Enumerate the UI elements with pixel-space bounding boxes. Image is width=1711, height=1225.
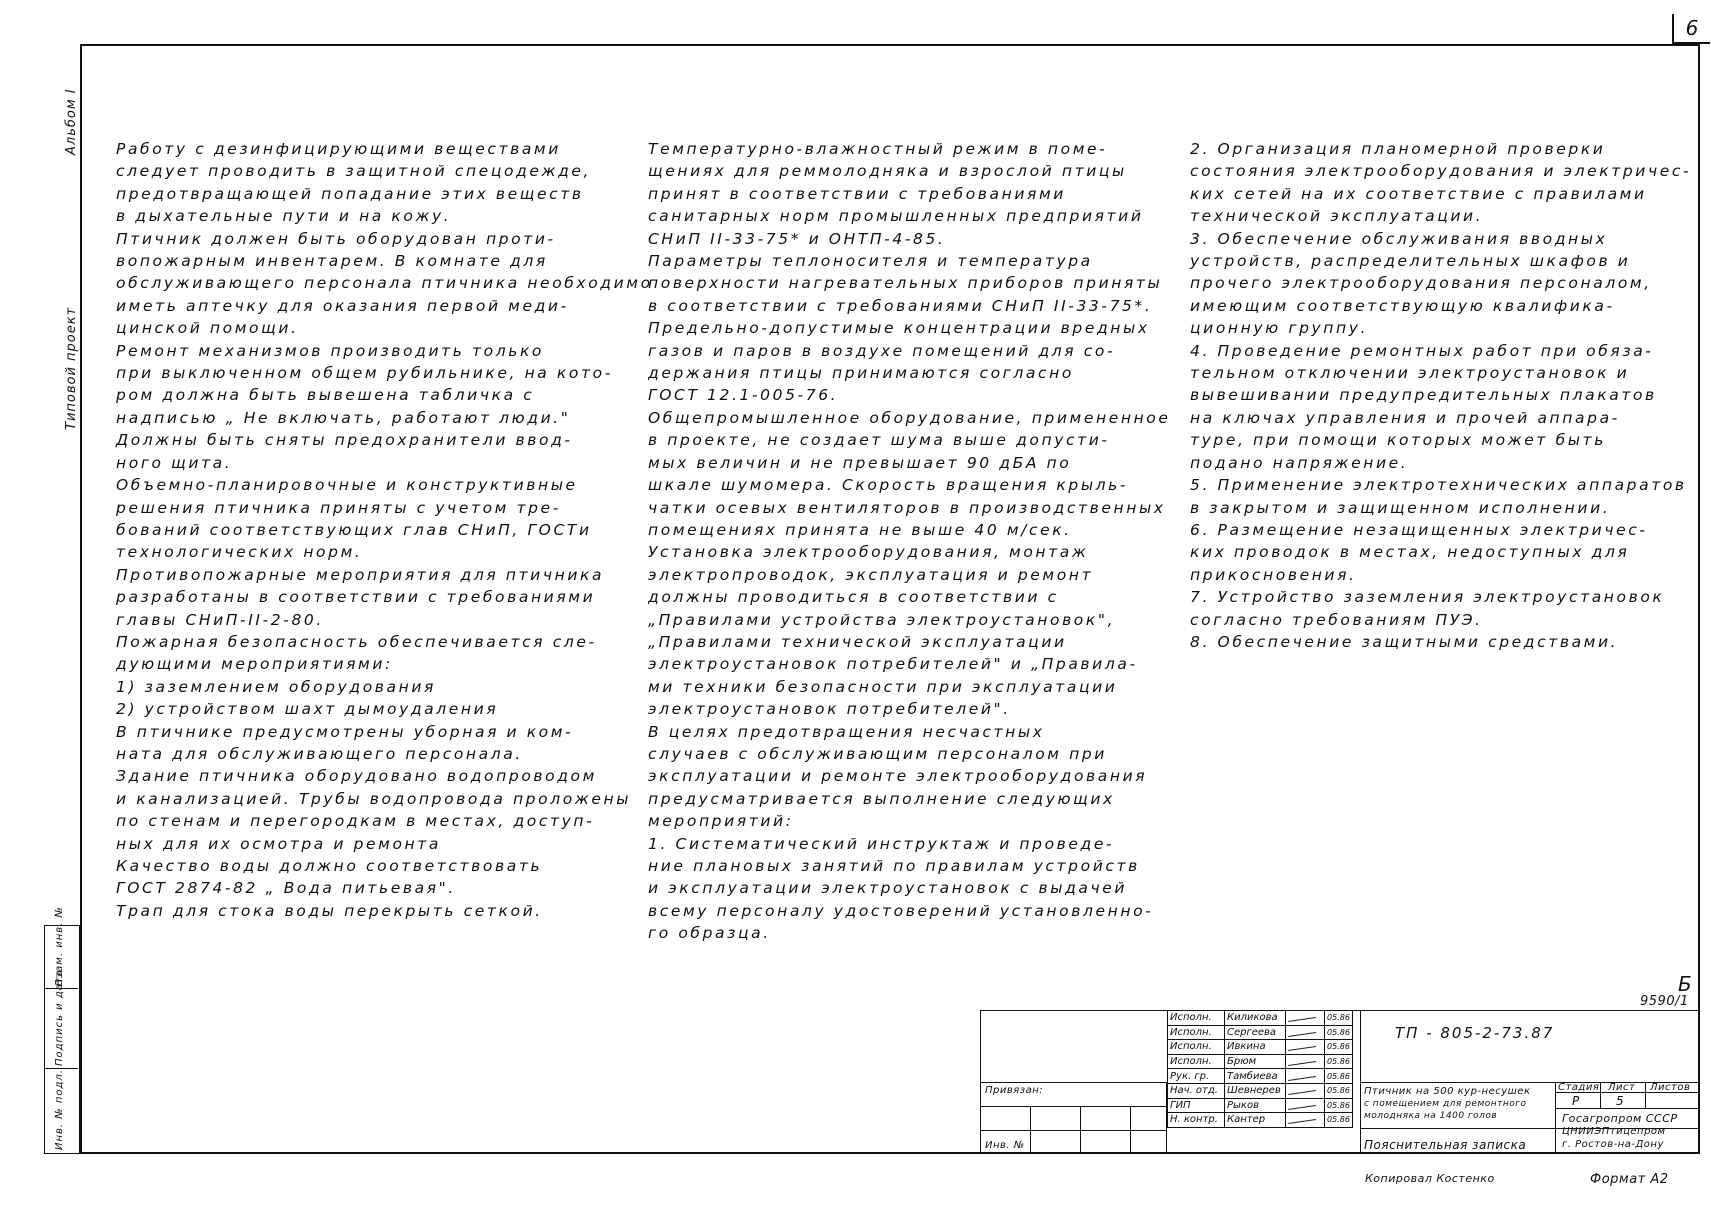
text-line: вывешивании предупредительных плакатов bbox=[1190, 386, 1657, 405]
text-line: подано напряжение. bbox=[1190, 453, 1409, 472]
text-line: имеющим соответствующую квалифика- bbox=[1190, 296, 1615, 315]
text-column-1 bbox=[116, 138, 653, 922]
object-name-3: молодняка на 1400 голов bbox=[1364, 1111, 1498, 1121]
text-line: санитарных норм промышленных предприятий bbox=[648, 207, 1144, 226]
text-line: по стенам и перегородкам в местах, доступ- bbox=[116, 812, 595, 831]
text-line: случаев с обслуживающим персоналом при bbox=[648, 744, 1107, 763]
copied-by: Копировал Костенко bbox=[1365, 1172, 1495, 1185]
text-line: Противопожарные мероприятия для птичника bbox=[116, 565, 605, 584]
doc-code: ТП - 805-2-73.87 bbox=[1395, 1024, 1555, 1042]
sheets-label: Листов bbox=[1650, 1082, 1691, 1093]
signer-signature bbox=[1286, 1069, 1325, 1084]
signer-date: 05.86 bbox=[1325, 1025, 1353, 1040]
text-line: Предельно-допустимые концентрации вредных bbox=[648, 319, 1150, 338]
text-line: состояния электрооборудования и электричес- bbox=[1190, 162, 1692, 181]
text-line: ционную группу. bbox=[1190, 319, 1369, 338]
text-line: технической эксплуатации. bbox=[1190, 207, 1484, 226]
signer-date: 05.86 bbox=[1325, 1040, 1353, 1055]
signer-name: Кантер bbox=[1225, 1113, 1286, 1128]
text-line: электроустановок потребителей" и „Правила- bbox=[648, 655, 1138, 674]
object-name-1: Птичник на 500 кур-несушек bbox=[1364, 1086, 1531, 1097]
text-line: бований соответствующих глав СНиП, ГОСТи bbox=[116, 520, 592, 539]
text-line: СНиП II-33-75* и ОНТП-4-85. bbox=[648, 229, 946, 248]
text-line: устройств, распределительных шкафов и bbox=[1190, 252, 1631, 271]
text-line: „Правилами технической эксплуатации bbox=[648, 632, 1067, 651]
signer-signature bbox=[1286, 1083, 1325, 1098]
signer-name: Киликова bbox=[1225, 1011, 1286, 1026]
signer-date: 05.86 bbox=[1325, 1098, 1353, 1113]
project-type-label: Типовой проект bbox=[64, 306, 79, 430]
text-line: Трап для стока воды перекрыть сеткой. bbox=[116, 901, 543, 920]
text-line: технологических норм. bbox=[116, 543, 363, 562]
text-line: чатки осевых вентиляторов в производственных bbox=[648, 498, 1166, 517]
text-line: шкале шумомера. Скорость вращения крыль- bbox=[648, 476, 1129, 495]
text-line: в проекте, не создает шума выше допусти- bbox=[648, 431, 1110, 450]
text-line: ГОСТ 12.1-005-76. bbox=[648, 386, 839, 405]
text-line: всему персоналу удостоверений установленно- bbox=[648, 901, 1154, 920]
signer-role: Нач. отд. bbox=[1168, 1083, 1225, 1098]
text-line: мых величин и не превышает 90 дБА по bbox=[648, 453, 1072, 472]
stage-value: Р bbox=[1572, 1094, 1580, 1108]
text-line: 4. Проведение ремонтных работ при обяза- bbox=[1190, 341, 1654, 360]
sheet-code: 9590/1 bbox=[1640, 994, 1689, 1009]
text-line: тельном отключении электроустановок и bbox=[1190, 364, 1630, 383]
text-line: „Правилами устройства электроустановок", bbox=[648, 610, 1116, 629]
signer-date: 05.86 bbox=[1325, 1054, 1353, 1069]
text-line: на ключах управления и прочей аппара- bbox=[1190, 408, 1620, 427]
org-2: ЦНИИЭПтицепром bbox=[1562, 1126, 1666, 1137]
text-line: и эксплуатации электроустановок с выдачей bbox=[648, 879, 1128, 898]
signer-role: Исполн. bbox=[1168, 1054, 1225, 1069]
signer-date: 05.86 bbox=[1325, 1011, 1353, 1026]
signer-name: Тамбиева bbox=[1225, 1069, 1286, 1084]
text-line: дующими мероприятиями: bbox=[116, 655, 393, 674]
signer-name: Шевнерев bbox=[1225, 1083, 1286, 1098]
text-line: принят в соответствии с требованиями bbox=[648, 184, 1066, 203]
format-label: Формат А2 bbox=[1590, 1172, 1669, 1187]
text-line: Качество воды должно соответствовать bbox=[116, 857, 543, 875]
signer-name: Ивкина bbox=[1225, 1040, 1286, 1055]
text-line: иметь аптечку для оказания первой меди- bbox=[116, 296, 569, 315]
signer-date: 05.86 bbox=[1325, 1083, 1353, 1098]
signer-row bbox=[1168, 1025, 1353, 1040]
text-line: ром должна быть вывешена табличка с bbox=[116, 386, 535, 405]
text-line: при выключенном общем рубильнике, на кото- bbox=[116, 364, 613, 383]
text-line: Пожарная безопасность обеспечивается сле- bbox=[116, 632, 597, 651]
text-line: следует проводить в защитной спецодежде, bbox=[116, 162, 592, 181]
signer-role: Исполн. bbox=[1168, 1025, 1225, 1040]
text-line: держания птицы принимаются согласно bbox=[648, 364, 1074, 383]
text-line: 6. Размещение незащищенных электричес- bbox=[1190, 520, 1648, 539]
signer-role: Н. контр. bbox=[1168, 1113, 1225, 1128]
signer-date: 05.86 bbox=[1325, 1113, 1353, 1128]
text-line: газов и паров в воздухе помещений для со- bbox=[648, 341, 1116, 360]
text-line: поверхности нагревательных приборов приняты bbox=[648, 274, 1163, 293]
text-line: предусматривается выполнение следующих bbox=[648, 789, 1115, 808]
text-line: Работу с дезинфицирующими веществами bbox=[116, 140, 561, 158]
text-line: предотвращающей попадание этих веществ bbox=[116, 184, 584, 203]
side-stamp-sign-date: Подпись и дата bbox=[54, 969, 65, 1066]
signer-role: Рук. гр. bbox=[1168, 1069, 1225, 1084]
text-line: Установка электрооборудования, монтаж bbox=[648, 543, 1089, 562]
text-line: 2) устройством шахт дымоудаления bbox=[116, 700, 499, 719]
side-stamp bbox=[44, 906, 80, 1154]
text-column-3 bbox=[1190, 138, 1692, 653]
signer-signature bbox=[1286, 1054, 1325, 1069]
text-line: в дыхательные пути и на кожу. bbox=[116, 207, 452, 226]
text-line: ких сетей на их соответствие с правилами bbox=[1190, 184, 1647, 203]
text-line: прикосновения. bbox=[1190, 565, 1357, 584]
doc-title: Пояснительная записка bbox=[1364, 1138, 1527, 1152]
text-column-2 bbox=[648, 138, 1171, 945]
text-line: электропроводок, эксплуатация и ремонт bbox=[648, 565, 1094, 584]
text-line: 1) заземлением оборудования bbox=[116, 677, 436, 696]
sheet-value: 5 bbox=[1616, 1094, 1625, 1108]
signer-signature bbox=[1286, 1098, 1325, 1113]
text-line: обслуживающего персонала птичника необходимо bbox=[116, 274, 653, 293]
text-line: В птичнике предусмотрены уборная и ком- bbox=[116, 722, 574, 741]
sheet-code-top: Б bbox=[1678, 972, 1694, 996]
text-line: в соответствии с требованиями СНиП II-33-75*. bbox=[648, 296, 1153, 315]
text-line: Ремонт механизмов производить только bbox=[116, 341, 545, 360]
text-line: Птичник должен быть оборудован проти- bbox=[116, 229, 556, 248]
text-line: ната для обслуживающего персонала. bbox=[116, 744, 523, 763]
signer-row bbox=[1168, 1069, 1353, 1084]
signer-name: Рыков bbox=[1225, 1098, 1286, 1113]
signer-row bbox=[1168, 1098, 1353, 1113]
text-line: 7. Устройство заземления электроустановок bbox=[1190, 588, 1665, 607]
object-name-2: с помещением для ремонтного bbox=[1364, 1099, 1527, 1109]
signer-date: 05.86 bbox=[1325, 1069, 1353, 1084]
text-line: прочего электрооборудования персоналом, bbox=[1190, 274, 1652, 293]
signer-row bbox=[1168, 1054, 1353, 1069]
signer-role: Исполн. bbox=[1168, 1011, 1225, 1026]
text-line: В целях предотвращения несчастных bbox=[648, 722, 1045, 741]
album-label: Альбом I bbox=[64, 88, 79, 155]
text-line: эксплуатации и ремонте электрооборудования bbox=[648, 767, 1148, 786]
signer-row bbox=[1168, 1040, 1353, 1055]
text-line: Должны быть сняты предохранители ввод- bbox=[116, 431, 573, 450]
text-line: надписью „ Не включать, работают люди." bbox=[116, 408, 571, 427]
side-stamp-inv-orig: Инв. № подл. bbox=[54, 1069, 65, 1150]
signer-signature bbox=[1286, 1040, 1325, 1055]
text-line: в закрытом и защищенном исполнении. bbox=[1190, 498, 1611, 517]
signer-signature bbox=[1286, 1011, 1325, 1026]
text-line: ГОСТ 2874-82 „ Вода питьевая". bbox=[116, 879, 456, 898]
text-line: Здание птичника оборудовано водопроводом bbox=[116, 767, 597, 786]
signer-role: Исполн. bbox=[1168, 1040, 1225, 1055]
sheet-label: Лист bbox=[1608, 1082, 1636, 1093]
text-line: Параметры теплоносителя и температура bbox=[648, 252, 1093, 271]
text-line: мероприятий: bbox=[648, 812, 794, 831]
text-line: главы СНиП-II-2-80. bbox=[116, 610, 324, 629]
text-line: ного щита. bbox=[116, 453, 233, 472]
text-line: ных для их осмотра и ремонта bbox=[116, 834, 442, 853]
signer-signature bbox=[1286, 1113, 1325, 1128]
page-number: 6 bbox=[1672, 14, 1710, 44]
text-line: Общепромышленное оборудование, примененное bbox=[648, 408, 1171, 427]
signer-name: Сергеева bbox=[1225, 1025, 1286, 1040]
org-3: г. Ростов-на-Дону bbox=[1562, 1139, 1664, 1150]
text-line: электроустановок потребителей". bbox=[648, 700, 1011, 719]
text-line: 2. Организация планомерной проверки bbox=[1190, 140, 1606, 158]
text-line: решения птичника приняты с учетом тре- bbox=[116, 498, 561, 517]
text-line: ких проводок в местах, недоступных для bbox=[1190, 543, 1630, 562]
text-line: помещениях принята не выше 40 м/сек. bbox=[648, 520, 1072, 539]
inv-no-label: Инв. № bbox=[985, 1140, 1025, 1151]
text-line: туре, при помощи которых может быть bbox=[1190, 431, 1606, 450]
text-line: цинской помощи. bbox=[116, 319, 299, 338]
signer-row bbox=[1168, 1083, 1353, 1098]
text-line: 3. Обеспечение обслуживания вводных bbox=[1190, 229, 1608, 248]
signer-role: ГИП bbox=[1168, 1098, 1225, 1113]
text-line: ние плановых занятий по правилам устройств bbox=[648, 857, 1140, 875]
text-line: разработаны в соответствии с требованиями bbox=[116, 588, 596, 607]
signer-row bbox=[1168, 1113, 1353, 1128]
signature-table bbox=[1167, 1010, 1353, 1128]
org-1: Госагропром СССР bbox=[1562, 1112, 1678, 1125]
privyazan-label: Привязан: bbox=[985, 1085, 1044, 1096]
stage-label: Стадия bbox=[1558, 1082, 1600, 1093]
signer-row bbox=[1168, 1011, 1353, 1026]
side-stamp-inv-replace: Взам. инв. № bbox=[54, 906, 65, 986]
text-line: Температурно-влажностный режим в поме- bbox=[648, 140, 1108, 158]
text-line: щениях для реммолодняка и взрослой птицы bbox=[648, 162, 1127, 181]
signer-signature bbox=[1286, 1025, 1325, 1040]
text-line: вопожарным инвентарем. В комнате для bbox=[116, 252, 548, 271]
text-line: го образца. bbox=[648, 924, 771, 943]
text-line: 5. Применение электротехнических аппаратов bbox=[1190, 476, 1687, 495]
signer-name: Брюм bbox=[1225, 1054, 1286, 1069]
text-line: 8. Обеспечение защитными средствами. bbox=[1190, 632, 1619, 651]
text-line: согласно требованиям ПУЭ. bbox=[1190, 610, 1483, 629]
text-line: ми техники безопасности при эксплуатации bbox=[648, 677, 1118, 696]
text-line: должны проводиться в соответствии с bbox=[648, 588, 1059, 607]
text-line: 1. Систематический инструктаж и проведе- bbox=[648, 834, 1115, 853]
text-line: и канализацией. Трубы водопровода проложены bbox=[116, 789, 632, 808]
text-line: Объемно-планировочные и конструктивные bbox=[116, 476, 578, 495]
